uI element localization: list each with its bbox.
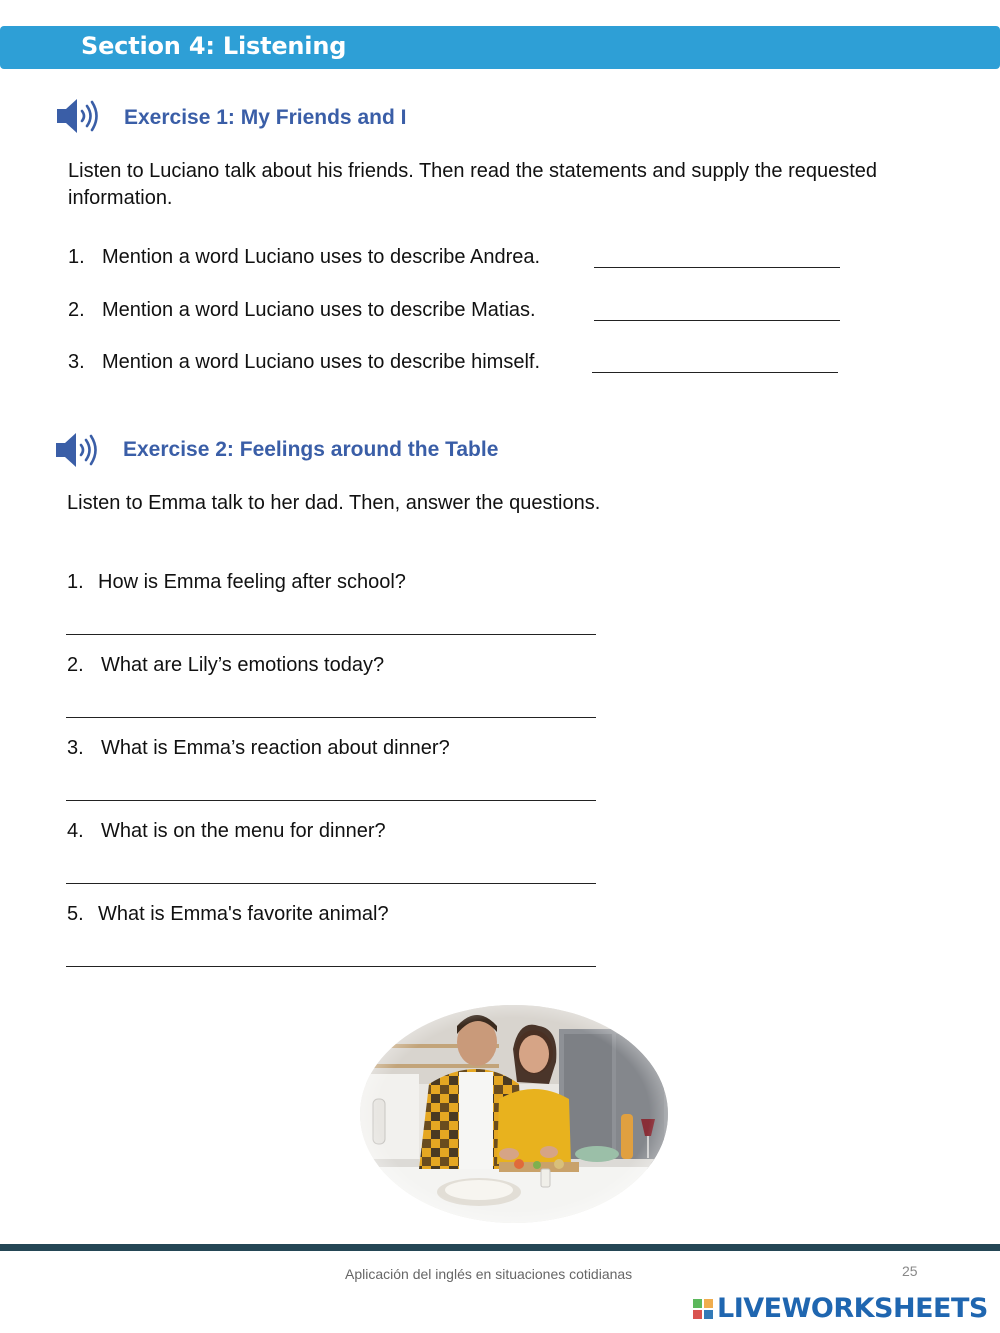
question-number: 2. [67, 654, 84, 676]
question-text: What is Emma's favorite animal? [98, 903, 389, 925]
answer-blank[interactable] [66, 800, 596, 801]
question-number: 3. [68, 351, 85, 373]
exercise-1-question [68, 351, 540, 374]
question-number: 3. [67, 737, 84, 759]
page-number: 25 [902, 1263, 918, 1279]
answer-blank[interactable] [66, 966, 596, 967]
liveworksheets-brand[interactable]: LIVEWORKSHEETS [717, 1293, 988, 1324]
question-text: What is Emma’s reaction about dinner? [101, 737, 450, 759]
question-number: 5. [67, 903, 84, 925]
question-number: 4. [67, 820, 84, 842]
exercise-1-title: Exercise 1: My Friends and I [124, 106, 407, 129]
answer-blank[interactable] [66, 883, 596, 884]
question-number: 1. [67, 571, 84, 593]
exercise-2-title: Exercise 2: Feelings around the Table [123, 438, 499, 461]
question-text: What is on the menu for dinner? [101, 820, 386, 842]
question-number: 2. [68, 299, 85, 321]
footer-course-name: Aplicación del inglés en situaciones cotidianas [345, 1266, 633, 1282]
answer-blank[interactable] [594, 320, 840, 321]
family-cooking-photo [359, 1004, 669, 1224]
exercise-1-question [68, 299, 536, 322]
exercise-1-question [68, 246, 540, 269]
exercise-2-question [67, 903, 389, 926]
section-title: Section 4: Listening [81, 32, 347, 60]
question-number: 1. [68, 246, 85, 268]
answer-blank[interactable] [66, 634, 596, 635]
question-text: Mention a word Luciano uses to describe himself. [102, 351, 541, 373]
speaker-icon[interactable] [54, 430, 102, 470]
answer-blank[interactable] [594, 267, 840, 268]
question-text: How is Emma feeling after school? [98, 571, 406, 593]
answer-blank[interactable] [66, 717, 596, 718]
question-text: What are Lily’s emotions today? [101, 654, 385, 676]
exercise-1-instructions: Listen to Luciano talk about his friends. Then read the statements and supply the requested information. [68, 160, 878, 209]
footer-bar [0, 1244, 1000, 1251]
exercise-2-question [67, 654, 384, 677]
exercise-2-question [67, 737, 450, 760]
speaker-icon[interactable] [55, 96, 103, 136]
exercise-2-question [67, 571, 406, 594]
answer-blank[interactable] [592, 372, 838, 373]
exercise-2-question [67, 820, 386, 843]
question-text: Mention a word Luciano uses to describe Andrea. [102, 246, 541, 268]
exercise-2-instructions: Listen to Emma talk to her dad. Then, answer the questions. [67, 492, 601, 514]
question-text: Mention a word Luciano uses to describe Matias. [102, 299, 536, 321]
